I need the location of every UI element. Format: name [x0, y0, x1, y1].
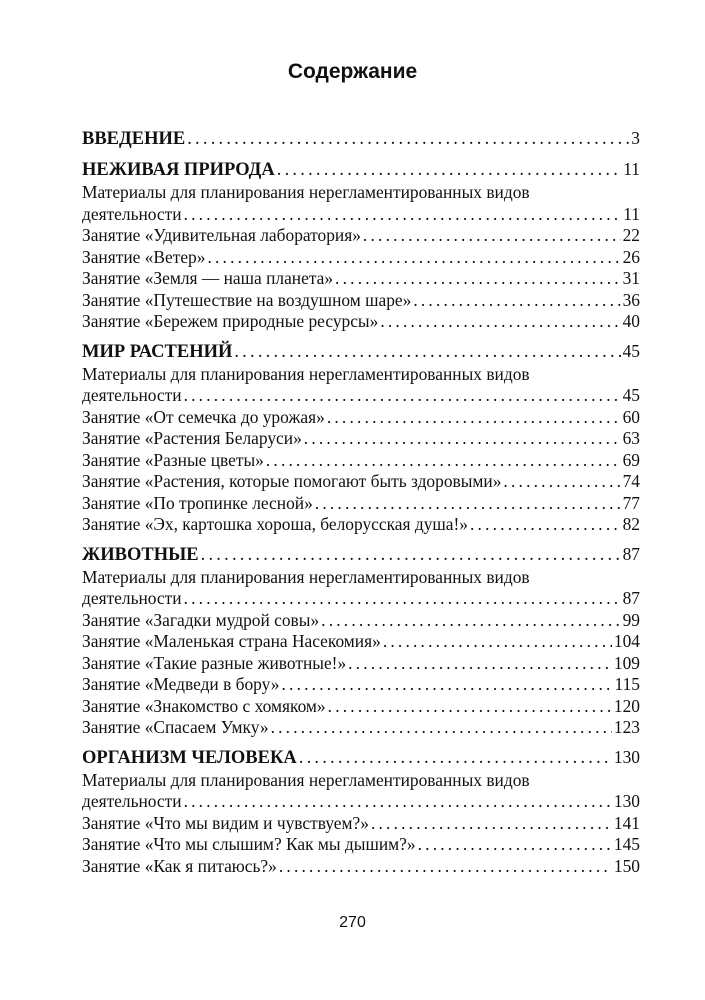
toc-page-number: 120: [613, 695, 640, 716]
dot-leader: [371, 813, 612, 835]
toc-materials-row[interactable]: [82, 588, 640, 610]
toc-entry-label: Занятие «Такие разные животные!»: [82, 652, 347, 673]
toc-entry-row[interactable]: [82, 247, 640, 269]
toc-materials-line[interactable]: Материалы для планирования нерегламентированных видов: [82, 182, 530, 202]
toc-page-number: 11: [623, 203, 640, 224]
toc-heading-row[interactable]: [82, 157, 640, 182]
dot-leader: [503, 471, 620, 493]
toc-entry-label: Занятие «Знакомство с хомяком»: [82, 695, 326, 716]
toc-entry-label: Занятие «Как я питаюсь?»: [82, 855, 277, 876]
toc-entry-row[interactable]: [82, 428, 640, 450]
toc-page-number: 36: [622, 289, 640, 310]
toc-page-number: 87: [622, 543, 640, 564]
toc-entry-row[interactable]: [82, 653, 640, 675]
dot-leader: [299, 746, 612, 771]
dot-leader: [304, 428, 621, 450]
toc-materials-line[interactable]: Материалы для планирования нерегламентированных видов: [82, 566, 530, 587]
table-of-contents: [82, 126, 640, 883]
toc-entry-label: Занятие «Удивительная лаборатория»: [82, 225, 361, 245]
toc-entry-label: Занятие «Спасаем Умку»: [82, 717, 269, 737]
toc-section-inanimate-nature: [82, 157, 640, 333]
toc-entry-label: Занятие «Путешествие на воздушном шаре»: [82, 289, 412, 310]
toc-page-number: 115: [614, 674, 640, 694]
toc-entry-label: деятельности: [82, 203, 182, 224]
toc-page-number: 45: [622, 340, 640, 361]
dot-leader: [327, 407, 621, 429]
toc-section-human-body: [82, 745, 640, 878]
toc-page-number: 40: [622, 311, 640, 331]
toc-entry-label: Занятие «Медведи в бору»: [82, 674, 280, 694]
dot-leader: [348, 653, 612, 675]
toc-page-number: 22: [622, 225, 640, 245]
toc-entry-row[interactable]: [82, 268, 640, 290]
dot-leader: [184, 204, 622, 226]
toc-heading: ОРГАНИЗМ ЧЕЛОВЕКА: [82, 747, 297, 768]
toc-page-number: 74: [622, 471, 640, 491]
toc-page-number: 109: [613, 652, 640, 673]
toc-materials-row[interactable]: [82, 791, 640, 813]
toc-entry-label: Занятие «Бережем природные ресурсы»: [82, 311, 379, 331]
dot-leader: [234, 340, 620, 365]
dot-leader: [315, 493, 621, 515]
toc-heading-row[interactable]: [82, 542, 640, 567]
toc-materials-row[interactable]: [82, 385, 640, 407]
toc-entry-label: Занятие «Земля — наша планета»: [82, 268, 334, 288]
toc-entry-row[interactable]: [82, 696, 640, 718]
toc-page-number: 104: [613, 631, 640, 651]
toc-entry-row[interactable]: [82, 450, 640, 472]
dot-leader: [187, 127, 629, 152]
toc-entry-label: деятельности: [82, 588, 182, 608]
dot-leader: [201, 543, 621, 568]
toc-page-number: 26: [622, 246, 640, 267]
toc-entry-row[interactable]: [82, 290, 640, 312]
toc-entry-row[interactable]: [82, 834, 640, 856]
toc-heading-row[interactable]: [82, 126, 640, 151]
toc-entry-label: Занятие «Ветер»: [82, 246, 206, 267]
dot-leader: [363, 225, 621, 247]
toc-page-number: 77: [622, 492, 640, 513]
toc-heading-row[interactable]: [82, 745, 640, 770]
page-title: Содержание: [287, 60, 418, 83]
toc-page-number: 87: [622, 588, 640, 608]
dot-leader: [184, 385, 621, 407]
toc-entry-row[interactable]: [82, 610, 640, 632]
toc-page-number: 82: [622, 514, 640, 534]
toc-entry-row[interactable]: [82, 225, 640, 247]
toc-page-number: 31: [622, 268, 640, 288]
dot-leader: [335, 268, 621, 290]
dot-leader: [380, 311, 620, 333]
toc-page-number: 141: [613, 812, 640, 833]
toc-entry-row[interactable]: [82, 674, 640, 696]
toc-entry-row[interactable]: [82, 856, 640, 878]
dot-leader: [184, 791, 612, 813]
dot-leader: [281, 674, 612, 696]
dot-leader: [277, 158, 621, 183]
toc-entry-row[interactable]: [82, 407, 640, 429]
toc-materials-line[interactable]: Материалы для планирования нерегламентированных видов: [82, 363, 530, 384]
toc-entry-label: деятельности: [82, 791, 182, 811]
dot-leader: [184, 588, 621, 610]
toc-entry-label: Занятие «Что мы видим и чувствуем?»: [82, 812, 369, 833]
toc-heading: МИР РАСТЕНИЙ: [82, 341, 233, 362]
dot-leader: [321, 610, 620, 632]
dot-leader: [279, 856, 612, 878]
toc-entry-label: Занятие «От семечка до урожая»: [82, 406, 325, 427]
dot-leader: [383, 631, 612, 653]
toc-page-number: 99: [622, 609, 640, 630]
toc-entry-row[interactable]: [82, 514, 640, 536]
toc-entry-row[interactable]: [82, 631, 640, 653]
toc-materials-line[interactable]: Материалы для планирования нерегламентированных видов: [82, 769, 530, 790]
toc-entry-label: Занятие «Что мы слышим? Как мы дышим?»: [82, 834, 416, 854]
toc-entry-label: деятельности: [82, 385, 182, 405]
dot-leader: [271, 717, 612, 739]
toc-page-number: 60: [622, 406, 640, 427]
dot-leader: [207, 247, 620, 269]
toc-entry-label: Занятие «Растения, которые помогают быть здоровыми»: [82, 471, 502, 491]
page-number: 270: [339, 914, 366, 931]
dot-leader: [328, 696, 612, 718]
toc-entry-label: Занятие «Загадки мудрой совы»: [82, 609, 320, 630]
toc-entry-label: Занятие «Разные цветы»: [82, 449, 264, 470]
toc-section-animals: [82, 542, 640, 739]
toc-entry-row[interactable]: [82, 311, 640, 333]
toc-heading: ЖИВОТНЫЕ: [82, 544, 199, 565]
dot-leader: [470, 514, 621, 536]
toc-section-plant-world: [82, 339, 640, 536]
toc-page-number: 45: [622, 385, 640, 405]
toc-heading-row[interactable]: [82, 339, 640, 364]
dot-leader: [413, 290, 620, 312]
toc-page-number: 3: [631, 128, 640, 148]
toc-page-number: 150: [613, 855, 640, 876]
toc-page-number: 123: [613, 717, 640, 737]
dot-leader: [266, 450, 621, 472]
toc-entry-row[interactable]: [82, 493, 640, 515]
dot-leader: [418, 834, 612, 856]
toc-entry-row[interactable]: [82, 471, 640, 493]
toc-page-number: 145: [613, 834, 640, 854]
toc-page-number: 69: [622, 449, 640, 470]
toc-entry-label: Занятие «Растения Беларуси»: [82, 428, 302, 448]
toc-page-number: 130: [613, 746, 640, 767]
toc-entry-label: Занятие «Маленькая страна Насекомия»: [82, 631, 381, 651]
toc-heading: НЕЖИВАЯ ПРИРОДА: [82, 160, 275, 180]
toc-entry-row[interactable]: [82, 717, 640, 739]
toc-section-introduction: [82, 126, 640, 151]
toc-entry-row[interactable]: [82, 813, 640, 835]
toc-entry-label: Занятие «Эх, картошка хороша, белорусская душа!»: [82, 514, 468, 534]
toc-page-number: 130: [613, 791, 640, 811]
toc-heading: ВВЕДЕНИЕ: [82, 129, 186, 149]
toc-entry-label: Занятие «По тропинке лесной»: [82, 492, 313, 513]
toc-page-number: 11: [623, 159, 640, 179]
toc-materials-row[interactable]: [82, 204, 640, 226]
toc-page-number: 63: [622, 428, 640, 448]
